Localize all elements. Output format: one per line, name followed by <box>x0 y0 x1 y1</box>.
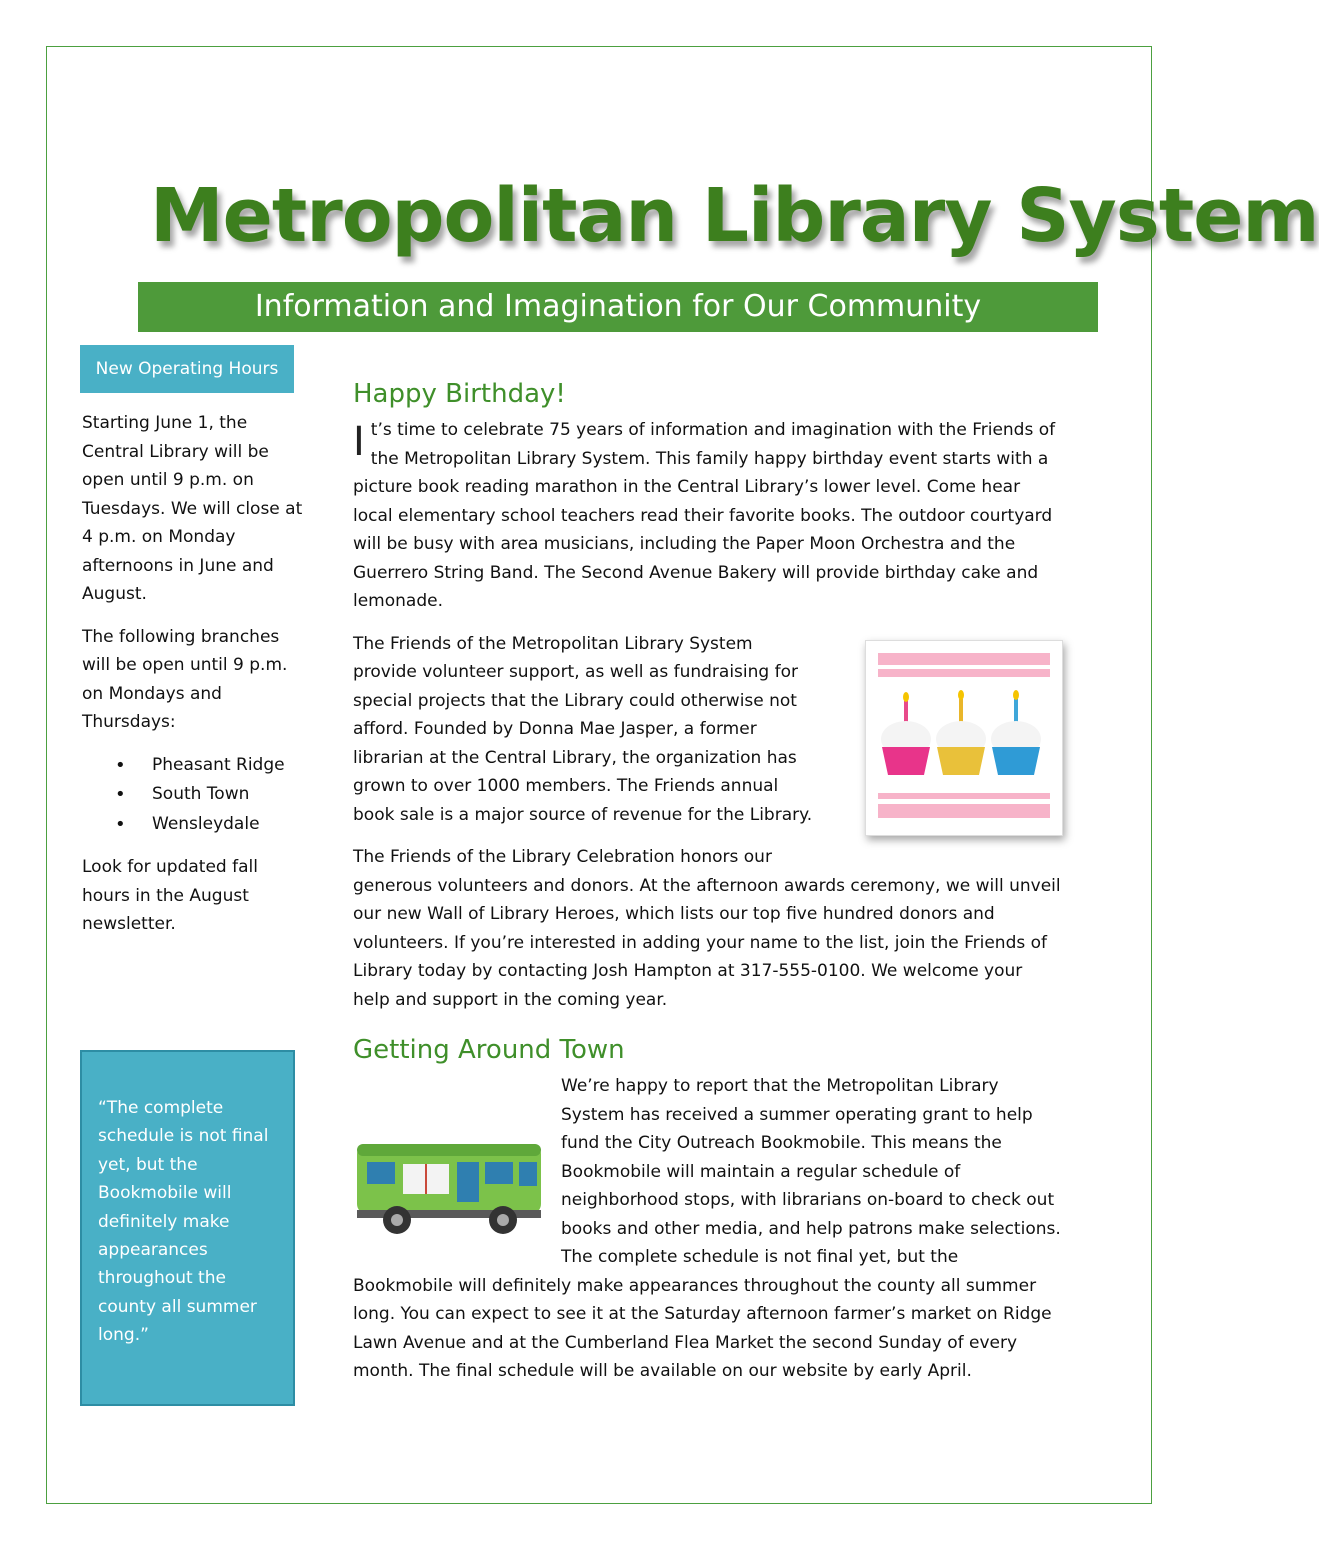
branch-list <box>82 751 307 840</box>
sidebar-paragraph: Look for updated fall hours in the August newsletter. <box>82 857 258 934</box>
article-heading: Getting Around Town <box>353 1035 625 1065</box>
article-heading: Happy Birthday! <box>353 379 566 409</box>
sidebar-paragraph: The following branches will be open until 9 p.m. on Mondays and Thursdays: <box>82 626 288 732</box>
article-paragraph: The Friends of the Metropolitan Library System provide volunteer support, as well as fundraising for special projects that the Library could otherwise not afford. Founded by Donna Mae Jasper, a former librarian at the Central Library, the organization has grown to over 1000 members. The Friends annual book sale is a major source of revenue for the Library. <box>353 633 813 825</box>
tagline: Information and Imagination for Our Community <box>254 289 982 324</box>
list-item: • Wensleydale <box>82 810 307 840</box>
bookmobile-icon <box>353 1132 553 1244</box>
article-paragraph: The Friends of the Library Celebration honors our generous volunteers and donors. At the afternoon awards ceremony, we will unveil our new Wall of Library Heroes, which lists our top five hundred donors and volunteers. If you’re interested in adding your name to the list, join the Friends of Library today by contacting Josh Hampton at 317-555-0100. We welcome your help and support in the coming year. <box>353 847 1061 1010</box>
main-column <box>353 372 1063 1400</box>
list-item: • South Town <box>82 780 307 810</box>
sidebar-heading: New Operating Hours <box>80 345 294 393</box>
tagline-bar <box>138 282 1098 332</box>
sidebar-paragraph: Starting June 1, the Central Library will be open until 9 p.m. on Tuesdays. We will close at 4 p.m. on Monday afternoons in June and August. <box>82 413 303 604</box>
cupcakes-icon <box>865 640 1063 836</box>
article-paragraph: We’re happy to report that the Metropolitan Library System has received a summer operating grant to help fund the City Outreach Bookmobile. This means the Bookmobile will maintain a regular schedule of neighborhood stops, with librarians on-board to check out books and other media, and help patrons make selections. The complete schedule is not final yet, but the Bookmobile will definitely make appearances throughout the county all summer long. You can expect to see it at the Saturday afternoon farmer’s market on Ridge Lawn Avenue and at the Cumberland Flea Market the second Sunday of every month. The final schedule will be available on our website by early April. <box>353 1076 1061 1381</box>
sidebar <box>82 409 307 953</box>
article-paragraph: It’s time to celebrate 75 years of information and imagination with the Friends of the Metropolitan Library System. This family happy birthday event starts with a picture book reading marathon in the Central Library’s lower level. Come hear local elementary school teachers read their favorite books. The outdoor courtyard will be busy with area musicians, including the Paper Moon Orchestra and the Guerrero String Band. The Second Avenue Bakery will provide birthday cake and lemonade. <box>353 419 1056 611</box>
pull-quote <box>80 1050 295 1406</box>
newsletter-title: Metropolitan Library System <box>150 173 1319 259</box>
drop-cap: I <box>353 419 365 465</box>
pull-quote-text: “The complete schedule is not final yet, but the Bookmobile will definitely make appearances throughout the county all summer long.” <box>98 1098 269 1346</box>
list-item: • Pheasant Ridge <box>82 751 307 781</box>
